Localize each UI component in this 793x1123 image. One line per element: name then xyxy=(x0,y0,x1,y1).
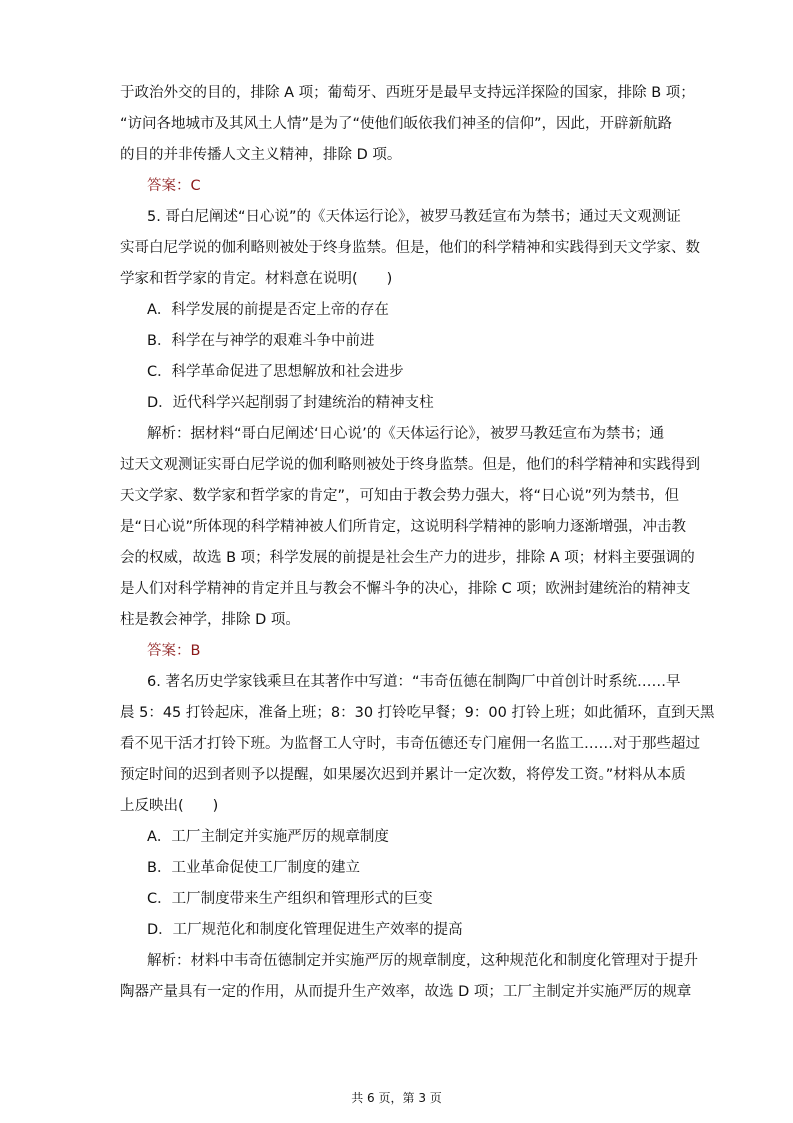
option-c: C．科学革命促进了思想解放和社会进步 xyxy=(147,364,404,380)
analysis-line: 是“日心说”所体现的科学精神被人们所肯定，这说明科学精神的影响力逐渐增强，冲击教 xyxy=(120,519,687,535)
analysis-line: 会的权威，故选 B 项；科学发展的前提是社会生产力的进步，排除 A 项；材料主要强调的 xyxy=(120,550,695,566)
question-stem-line: 看不见干活才打铃下班。为监督工人守时，韦奇伍德还专门雇佣一名监工……对于那些超过 xyxy=(120,736,700,752)
analysis-line: 是人们对科学精神的肯定并且与教会不懈斗争的决心，排除 C 项；欧洲封建统治的精神支 xyxy=(120,581,691,597)
option-b: B．工业革命促使工厂制度的建立 xyxy=(147,860,360,876)
analysis-line: 解析：据材料“哥白尼阐述‘日心说’的《天体运行论》，被罗马教廷宣布为禁书；通 xyxy=(147,426,664,442)
analysis-line: 柱是教会神学，排除 D 项。 xyxy=(120,612,300,628)
option-d: D．近代科学兴起削弱了封建统治的精神支柱 xyxy=(147,395,434,411)
page-footer: 共 6 页，第 3 页 xyxy=(351,1091,442,1105)
answer-label: 答案：C xyxy=(147,178,201,194)
analysis-line: 天文学家、数学家和哲学家的肯定”，可知由于教会势力强大，将“日心说”列为禁书，但 xyxy=(120,488,680,504)
analysis-line: 解析：材料中韦奇伍德制定并实施严厉的规章制度，这种规范化和制度化管理对于提升 xyxy=(147,953,698,969)
analysis-line: 陶器产量具有一定的作用，从而提升生产效率，故选 D 项；工厂主制定并实施严厉的规章 xyxy=(120,984,692,1000)
option-d: D．工厂规范化和制度化管理促进生产效率的提高 xyxy=(147,922,463,938)
option-c: C．工厂制度带来生产组织和管理形式的巨变 xyxy=(147,891,433,907)
paragraph-line: 于政治外交的目的，排除 A 项；葡萄牙、西班牙是最早支持远洋探险的国家，排除 B 项； xyxy=(120,85,695,101)
question-stem-line: 6. 著名历史学家钱乘旦在其著作中写道：“韦奇伍德在制陶厂中首创计时系统……早 xyxy=(147,674,681,690)
question-stem-line: 上反映出( ) xyxy=(120,798,219,814)
question-stem-line: 预定时间的迟到者则予以提醒，如果屡次迟到并累计一定次数，将停发工资。”材料从本质 xyxy=(120,767,686,783)
question-stem-line: 晨 5：45 打铃起床，准备上班；8：30 打铃吃早餐；9：00 打铃上班；如此循环，直到天黑 xyxy=(120,705,715,721)
option-a: A．工厂主制定并实施严厉的规章制度 xyxy=(147,829,389,845)
paragraph-line: “访问各地城市及其风土人情”是为了“使他们皈依我们神圣的信仰”，因此，开辟新航路 xyxy=(120,116,673,132)
answer-label: 答案：B xyxy=(147,643,201,659)
question-stem-line: 学家和哲学家的肯定。材料意在说明( ) xyxy=(120,271,393,287)
analysis-line: 过天文观测证实哥白尼学说的伽利略则被处于终身监禁。但是，他们的科学精神和实践得到 xyxy=(120,457,700,473)
option-a: A．科学发展的前提是否定上帝的存在 xyxy=(147,302,389,318)
question-stem-line: 5. 哥白尼阐述“日心说”的《天体运行论》，被罗马教廷宣布为禁书；通过天文观测证 xyxy=(147,209,681,225)
paragraph-line: 的目的并非传播人文主义精神，排除 D 项。 xyxy=(120,147,402,163)
option-b: B．科学在与神学的艰难斗争中前进 xyxy=(147,333,375,349)
question-stem-line: 实哥白尼学说的伽利略则被处于终身监禁。但是，他们的科学精神和实践得到天文学家、数 xyxy=(120,240,700,256)
